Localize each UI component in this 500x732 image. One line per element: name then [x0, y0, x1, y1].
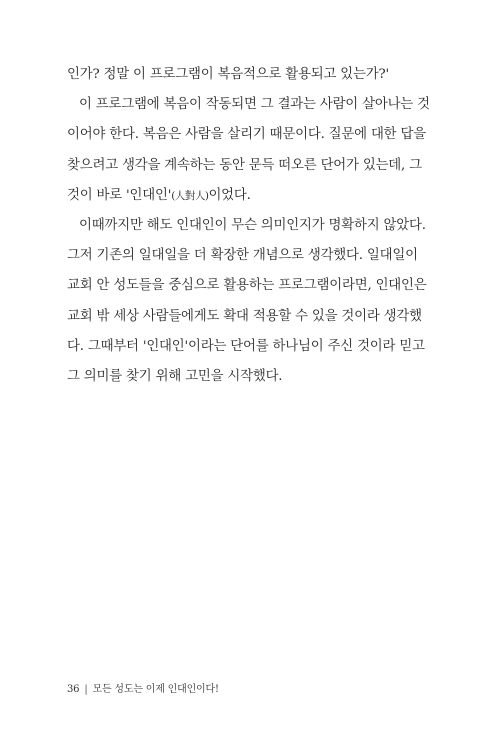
text-line: 인가? 정말 이 프로그램이 복음적으로 활용되고 있는가?' — [67, 67, 389, 82]
text-line: 교회 밖 세상 사람들에게도 확대 적용할 수 있을 것이라 생각했 — [67, 308, 422, 324]
hanja-annotation: (人對人) — [171, 189, 209, 202]
running-title: 모든 성도는 이제 인대인이다! — [92, 684, 219, 695]
text-line: 이 프로그램에 복음이 작동되면 그 결과는 사람이 살아나는 것 — [79, 97, 430, 113]
text-segment: 이었다. — [208, 187, 251, 203]
text-line: 교회 안 성도들을 중심으로 활용하는 프로그램이라면, 인대인은 — [67, 278, 427, 294]
text-line: 다. 그때부터 '인대인'이라는 단어를 하나님이 주신 것이라 믿고 — [67, 338, 425, 354]
page-footer — [67, 680, 219, 695]
text-line: 찾으려고 생각을 계속하는 동안 문득 떠오른 단어가 있는데, 그 — [67, 157, 422, 173]
text-line — [67, 181, 439, 211]
text-line: 이어야 한다. 복음은 사람을 살리기 때문이다. 질문에 대한 답을 — [67, 127, 426, 143]
text-segment: 것이 바로 '인대인' — [67, 187, 172, 203]
footer-separator: | — [84, 684, 88, 695]
body-text — [67, 60, 439, 392]
text-line: 그 의미를 찾기 위해 고민을 시작했다. — [67, 368, 283, 384]
page-number: 36 — [67, 684, 80, 695]
text-line: 이때까지만 해도 인대인이 무슨 의미인지가 명확하지 않았다. — [79, 217, 426, 233]
text-line: 그저 기존의 일대일을 더 확장한 개념으로 생각했다. 일대일이 — [67, 248, 418, 264]
